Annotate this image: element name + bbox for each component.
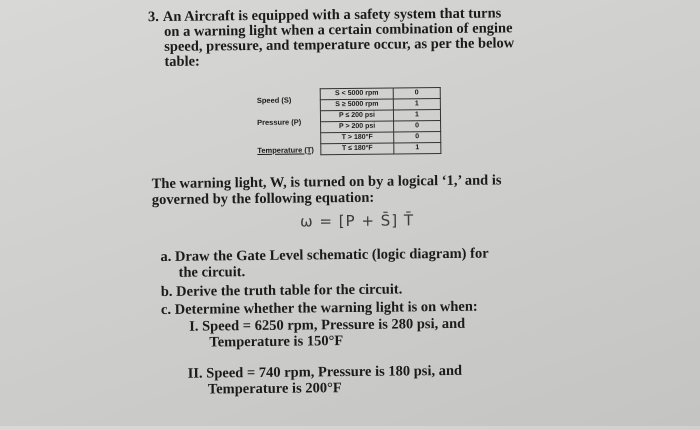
part-a-line-1: a. Draw the Gate Level schematic (logic diagram) for <box>160 245 489 265</box>
intro-paragraph <box>152 172 572 208</box>
question-line-2: on a warning light when a certain combination of engine <box>164 20 513 40</box>
question-line-4: table: <box>164 53 200 70</box>
handwritten-equation: ω = [P + S̄] T̄ <box>299 211 415 231</box>
part-a-line-2: the circuit. <box>178 264 246 281</box>
conditions-table <box>254 87 442 156</box>
question-number: 3. <box>147 8 159 26</box>
row-label-temperature <box>254 133 321 156</box>
row-label-pressure: Pressure (P) <box>256 117 302 127</box>
intro-line-2: governed by the following equation: <box>151 189 375 209</box>
value-cell: 0 <box>394 132 441 143</box>
sub-i-line-1: I. Speed = 6250 rpm, Pressure is 280 psi, and <box>189 315 466 335</box>
question-heading <box>148 6 549 70</box>
condition-cell: S ≥ 5000 rpm <box>320 99 393 111</box>
sub-i-line-2: Temperature is 150°F <box>209 333 344 351</box>
value-cell: 0 <box>393 88 440 99</box>
condition-cell: T ≤ 180°F <box>321 143 394 155</box>
value-cell: 1 <box>394 143 441 154</box>
part-b: b. Derive the truth table for the circuit. <box>160 281 403 300</box>
condition-cell: S < 5000 rpm <box>320 88 393 100</box>
sub-ii-line-1: II. Speed = 740 rpm, Pressure is 180 psi, and <box>187 362 463 382</box>
condition-cell: P > 200 psi <box>321 121 394 133</box>
sub-question-i <box>189 315 519 350</box>
row-label-speed: Speed (S) <box>256 95 292 105</box>
question-line-1: An Aircraft is equipped with a safety system that turns <box>162 5 502 25</box>
intro-line-1: The warning light, W, is turned on by a logical ‘1,’ and is <box>151 172 502 193</box>
value-cell: 1 <box>393 99 440 110</box>
sub-question-ii <box>188 362 518 397</box>
question-line-3: speed, pressure, and temperature occur, as per the below <box>164 35 515 55</box>
part-a <box>160 245 540 281</box>
value-cell: 0 <box>394 121 441 132</box>
temperature-label-text: Temperature (T) <box>257 144 314 155</box>
sub-ii-line-2: Temperature is 200°F <box>207 380 342 398</box>
part-c: c. Determine whether the warning light is on when: <box>160 298 478 318</box>
value-cell: 1 <box>393 110 440 121</box>
condition-cell: T > 180°F <box>321 132 394 144</box>
condition-cell: P ≤ 200 psi <box>320 110 393 122</box>
